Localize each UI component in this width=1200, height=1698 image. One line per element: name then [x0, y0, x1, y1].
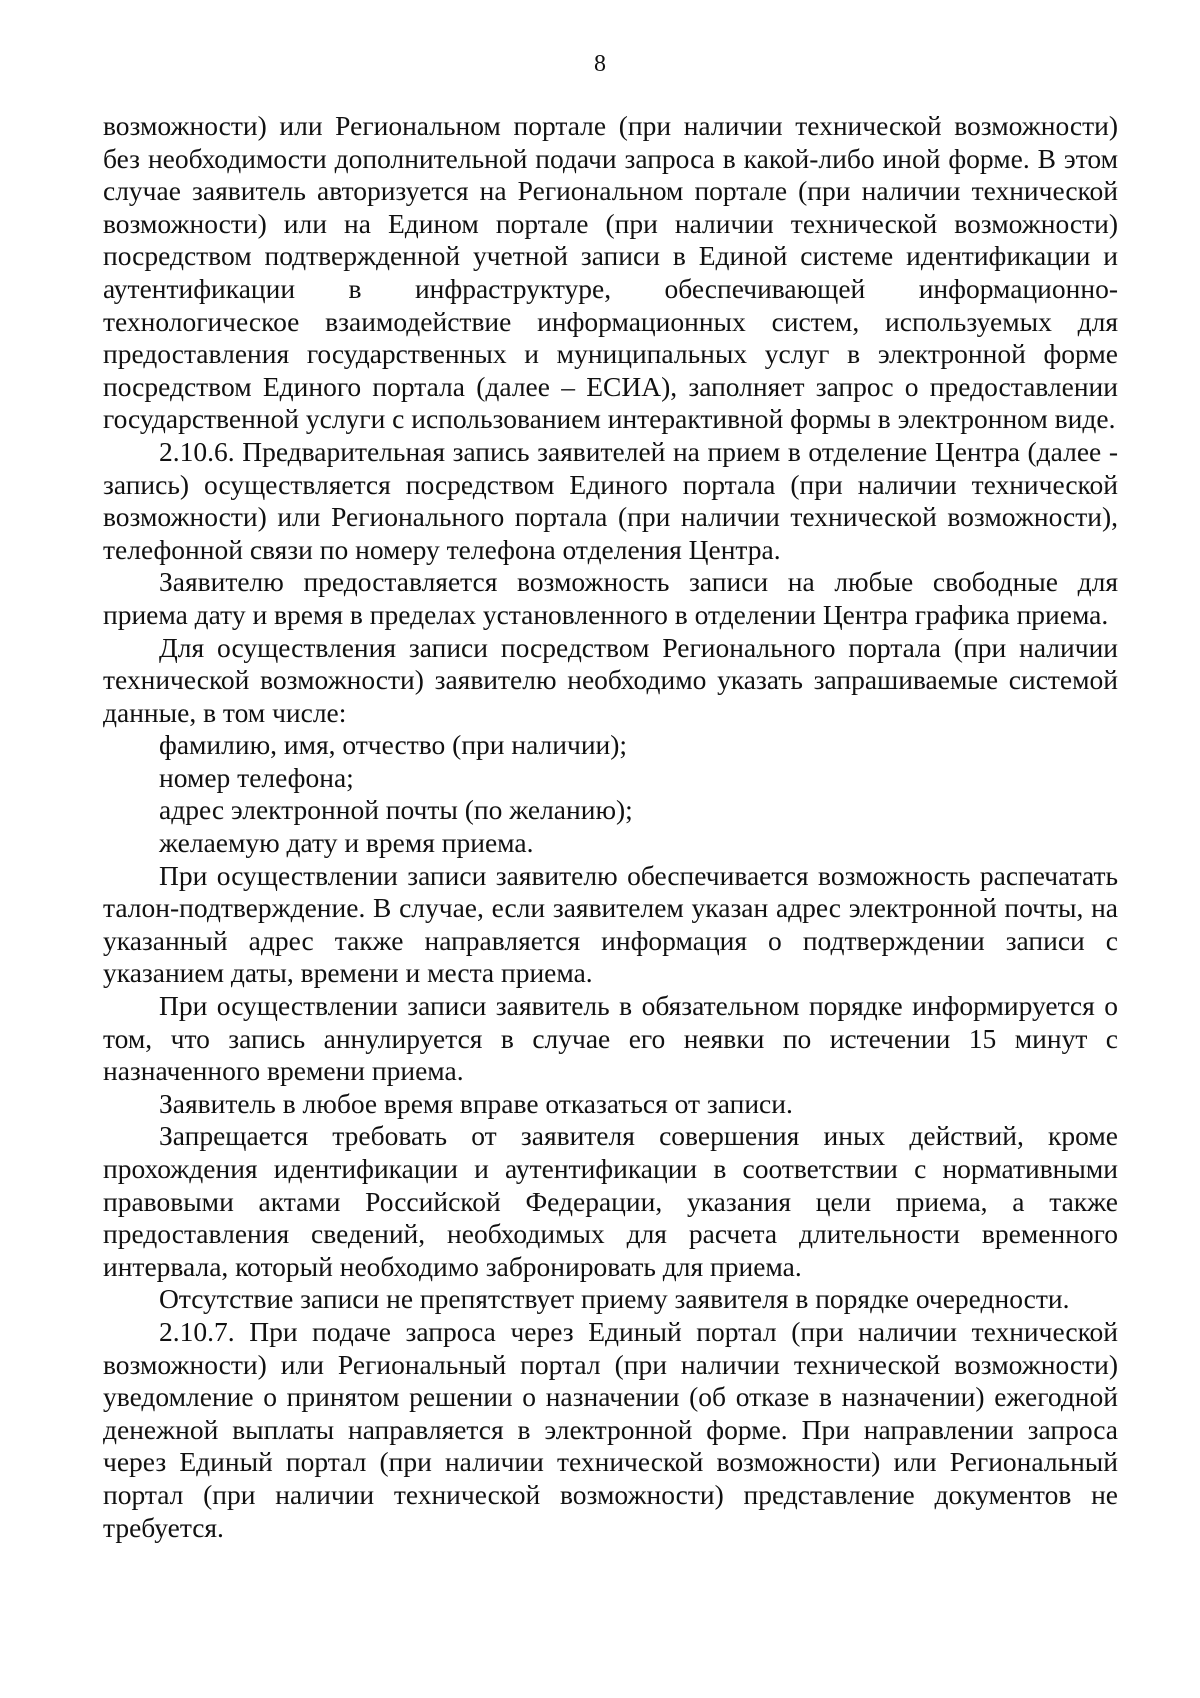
paragraph-2-10-6: 2.10.6. Предварительная запись заявителей на прием в отделение Центра (далее - запись) осуществляется посредством Единого портала (при наличии технической возможности) или Регионального портала (при наличии технической возможности), телефонной связи по номеру телефона отделения Центра. — [103, 435, 1118, 565]
paragraph-queue-order: Отсутствие записи не препятствует приему заявителя в порядке очередности. — [159, 1283, 1070, 1315]
list-item-phone: номер телефона; — [159, 761, 354, 793]
page-number: 8 — [594, 51, 606, 77]
paragraph-2-10-7: 2.10.7. При подаче запроса через Единый портал (при наличии технической возможности) или Региональный портал (при наличии технической возможности) уведомление о принятом решении о назначении (об отказе в назначении) ежегодной денежной выплаты направляется в электронной форме. При направлении запроса через Единый портал (при наличии технической возможности) или Региональный портал (при наличии технической возможности) представление документов не требуется. — [103, 1315, 1118, 1543]
list-item-email: адрес электронной почты (по желанию); — [159, 794, 633, 826]
paragraph-no-show-cancellation: При осуществлении записи заявитель в обязательном порядке информируется о том, что запись аннулируется в случае его неявки по истечении 15 минут с назначенного времени приема. — [103, 990, 1118, 1087]
paragraph-continuation: возможности) или Региональном портале (при наличии технической возможности) без необходимости дополнительной подачи запроса в какой-либо иной форме. В этом случае заявитель авторизуется на Региональном портале (при наличии технической возможности) или на Едином портале (при наличии технической возможности) посредством подтвержденной учетной записи в Единой системе идентификации и аутентификации в инфраструктуре, обеспечивающей информационно-технологическое взаимодействие информационных систем, используемых для предоставления государственных и муниципальных услуг в электронной форме посредством Единого портала (далее – ЕСИА), заполняет запрос о предоставлении государственной услуги с использованием интерактивной формы в электронном виде. — [103, 110, 1118, 435]
paragraph-required-data: Для осуществления записи посредством Регионального портала (при наличии технической возможности) заявителю необходимо указать запрашиваемые системой данные, в том числе: — [103, 631, 1118, 728]
document-body — [103, 110, 1118, 1544]
paragraph-right-to-cancel: Заявитель в любое время вправе отказаться от записи. — [159, 1087, 793, 1119]
list-item-full-name: фамилию, имя, отчество (при наличии); — [159, 729, 628, 761]
paragraph-prohibited-requirements: Запрещается требовать от заявителя совершения иных действий, кроме прохождения идентификации и аутентификации в соответствии с нормативными правовыми актами Российской Федерации, указания цели приема, а также предоставления сведений, необходимых для расчета длительности временного интервала, который необходимо забронировать для приема. — [103, 1120, 1118, 1282]
paragraph-confirmation-ticket: При осуществлении записи заявителю обеспечивается возможность распечатать талон-подтверждение. В случае, если заявителем указан адрес электронной почты, на указанный адрес также направляется информация о подтверждении записи с указанием даты, времени и места приема. — [103, 859, 1118, 989]
paragraph-booking-availability: Заявителю предоставляется возможность записи на любые свободные для приема дату и время в пределах установленного в отделении Центра графика приема. — [103, 566, 1118, 630]
list-item-date-time: желаемую дату и время приема. — [159, 827, 534, 859]
